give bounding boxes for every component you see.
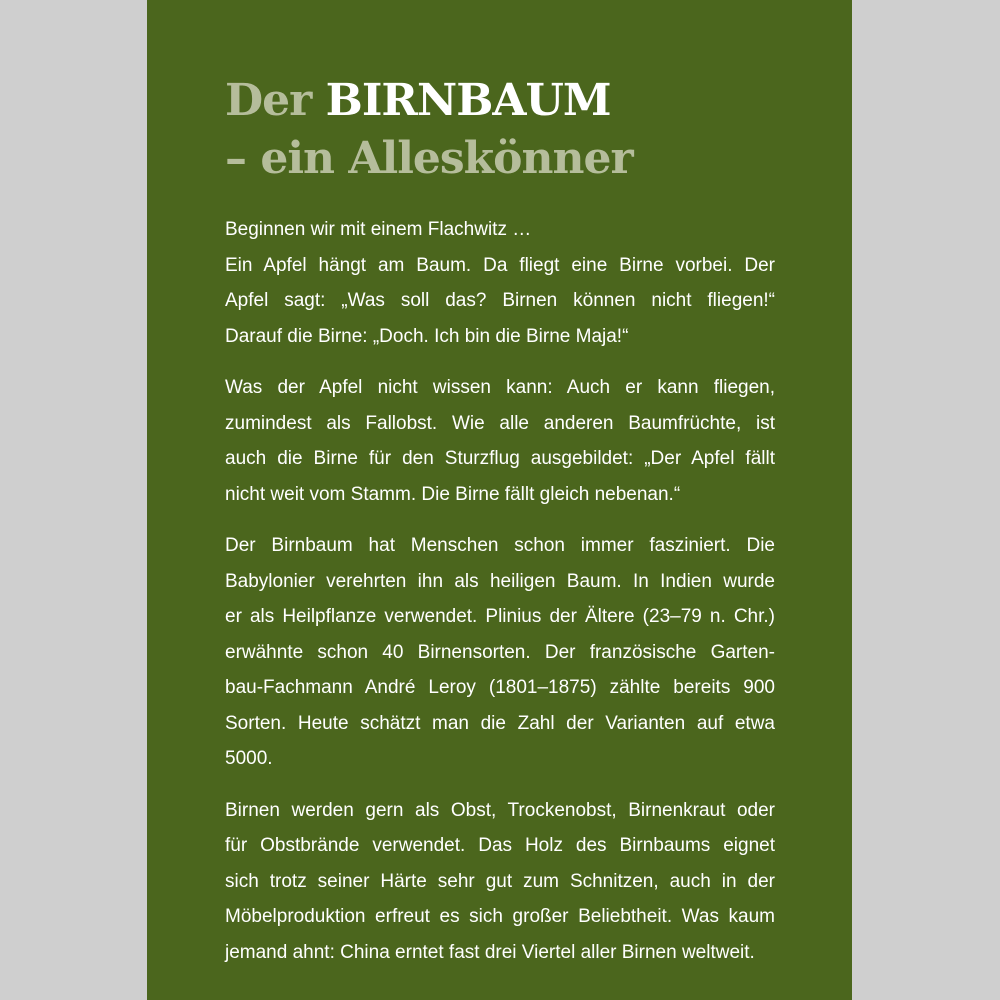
paragraph-3 bbox=[225, 528, 775, 777]
text-line: sich trotz seiner Härte sehr gut zum Schnitzen, auch in der bbox=[225, 870, 775, 892]
text-line: erwähnte schon 40 Birnensorten. Der französische Garten- bbox=[225, 641, 775, 663]
text-line: Darauf die Birne: „Doch. Ich bin die Birne Maja!“ bbox=[225, 325, 629, 347]
document-page bbox=[147, 0, 852, 1000]
text-line: Birnen werden gern als Obst, Trockenobst, Birnenkraut oder bbox=[225, 799, 775, 821]
text-line: Apfel sagt: „Was soll das? Birnen können nicht fliegen!“ bbox=[225, 290, 775, 311]
page-title bbox=[225, 72, 633, 188]
text-line: Babylonier verehrten ihn als heiligen Baum. In Indien wurde bbox=[225, 570, 775, 592]
title-line-1 bbox=[225, 72, 633, 130]
text-line: für Obstbrände verwendet. Das Holz des Birnbaums eignet bbox=[225, 835, 775, 856]
text-line: Beginnen wir mit einem Flachwitz … bbox=[225, 219, 532, 240]
title-highlight: BIRNBAUM bbox=[325, 75, 611, 126]
text-line: zumindest als Fallobst. Wie alle anderen Baumfrüchte, ist bbox=[225, 412, 775, 434]
text-line: auch die Birne für den Sturzflug ausgebildet: „Der Apfel fällt bbox=[225, 448, 775, 469]
text-line: Sorten. Heute schätzt man die Zahl der Varianten auf etwa bbox=[225, 712, 775, 734]
title-line-2: – ein Alleskönner bbox=[225, 133, 633, 184]
body-text bbox=[225, 212, 775, 986]
text-line: Möbelproduktion erfreut es sich großer Beliebtheit. Was kaum bbox=[225, 906, 775, 927]
text-line: Was der Apfel nicht wissen kann: Auch er kann fliegen, bbox=[225, 377, 775, 398]
text-line: 5000. bbox=[225, 748, 273, 769]
text-line: Der Birnbaum hat Menschen schon immer fasziniert. Die bbox=[225, 535, 775, 556]
text-line: Ein Apfel hängt am Baum. Da fliegt eine Birne vorbei. Der bbox=[225, 254, 775, 276]
title-prefix: Der bbox=[225, 75, 326, 126]
paragraph-1 bbox=[225, 212, 775, 354]
text-line: nicht weit vom Stamm. Die Birne fällt gleich nebenan.“ bbox=[225, 483, 681, 505]
paragraph-2 bbox=[225, 370, 775, 512]
paragraph-4 bbox=[225, 793, 775, 971]
text-line: er als Heilpflanze verwendet. Plinius der Ältere (23–79 n. Chr.) bbox=[225, 606, 775, 627]
text-line: bau-Fachmann André Leroy (1801–1875) zählte bereits 900 bbox=[225, 677, 775, 698]
text-line: jemand ahnt: China erntet fast drei Viertel aller Birnen weltweit. bbox=[225, 941, 755, 963]
